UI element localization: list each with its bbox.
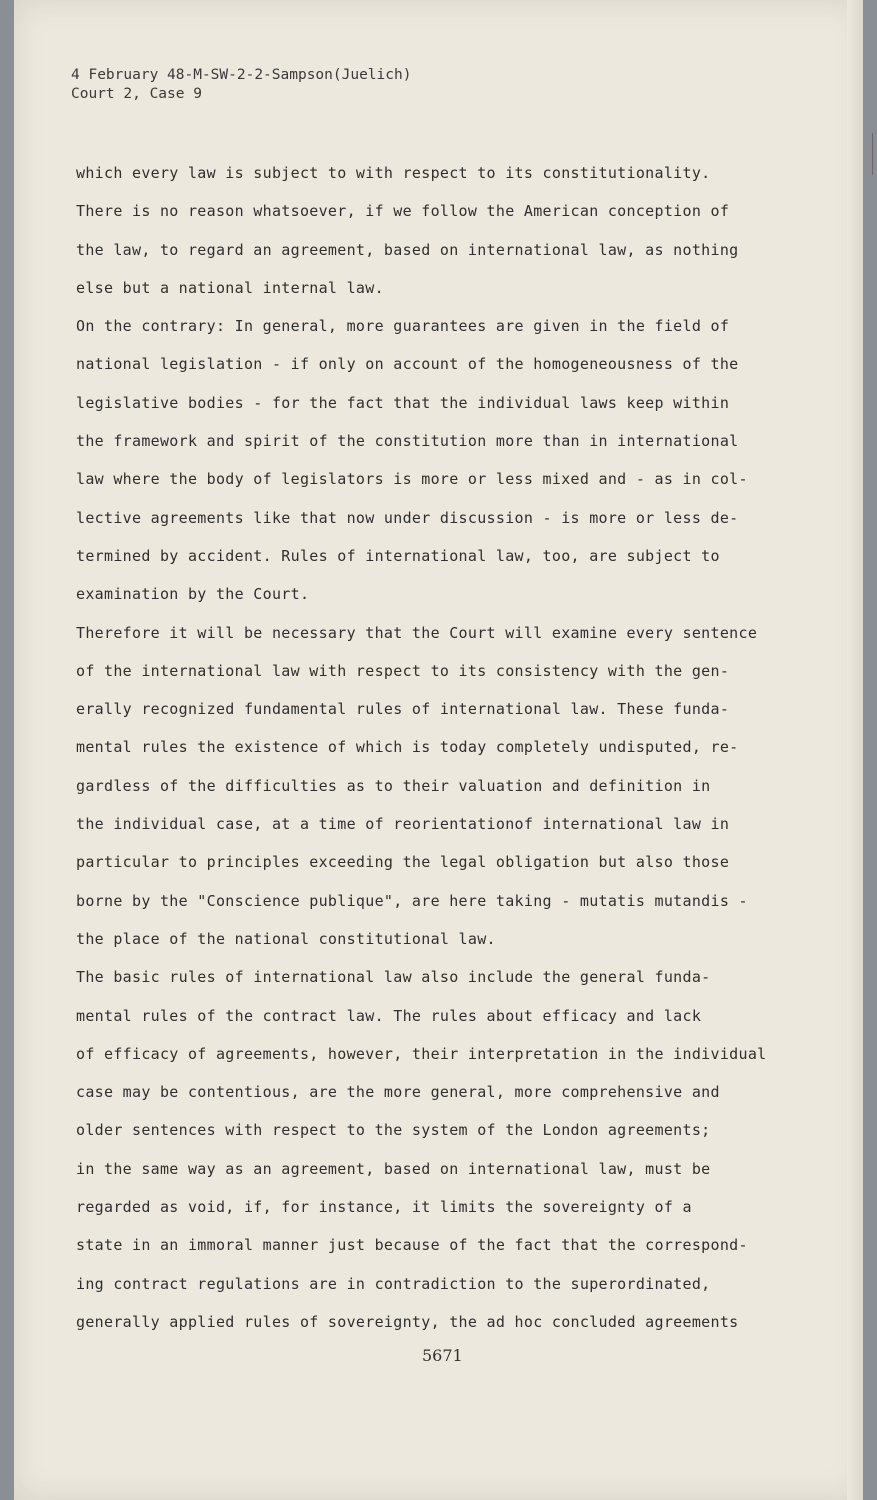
header-date-line: 4 February 48-M-SW-2-2-Sampson(Juelich) (71, 67, 412, 83)
text-line: in the same way as an agreement, based on international law, must be (76, 1159, 711, 1178)
text-line: generally applied rules of sovereignty, the ad hoc concluded agreements (76, 1312, 739, 1331)
page-number: 5671 (422, 1346, 463, 1365)
text-line: The basic rules of international law also include the general funda- (76, 968, 711, 987)
text-line: legislative bodies - for the fact that the individual laws keep within (76, 393, 730, 412)
text-line: mental rules of the contract law. The rules about efficacy and lack (76, 1006, 702, 1025)
text-line: of efficacy of agreements, however, their interpretation in the individual (76, 1044, 767, 1063)
text-line: Therefore it will be necessary that the Court will examine every sentence (76, 623, 758, 642)
text-line: regarded as void, if, for instance, it limits the sovereignty of a (76, 1198, 692, 1217)
text-line: lective agreements like that now under discussion - is more or less de- (76, 508, 739, 527)
text-line: erally recognized fundamental rules of international law. These funda- (76, 700, 730, 719)
page-edge (847, 0, 863, 1500)
text-line: On the contrary: In general, more guarantees are given in the field of (76, 317, 730, 336)
text-line: examination by the Court. (76, 585, 310, 604)
document-page (14, 0, 863, 1500)
text-line: the law, to regard an agreement, based on international law, as nothing (76, 240, 739, 259)
text-line: There is no reason whatsoever, if we follow the American conception of (76, 202, 730, 221)
text-line: older sentences with respect to the system of the London agreements; (76, 1121, 711, 1140)
text-line: termined by accident. Rules of international law, too, are subject to (76, 546, 720, 565)
text-line: else but a national internal law. (76, 278, 384, 297)
margin-mark (872, 133, 873, 175)
header-court-line: Court 2, Case 9 (71, 86, 202, 102)
text-line: the place of the national constitutional law. (76, 929, 496, 948)
text-line: case may be contentious, are the more general, more comprehensive and (76, 1083, 720, 1102)
text-line: national legislation - if only on account of the homogeneousness of the (76, 355, 739, 374)
text-line: law where the body of legislators is more or less mixed and - as in col- (76, 470, 748, 489)
text-line: borne by the "Conscience publique", are here taking - mutatis mutandis - (76, 891, 748, 910)
text-line: the individual case, at a time of reorientationof international law in (76, 815, 730, 834)
body-text (76, 154, 796, 1341)
text-line: gardless of the difficulties as to their valuation and definition in (76, 776, 711, 795)
text-line: state in an immoral manner just because of the fact that the correspond- (76, 1236, 748, 1255)
text-line: which every law is subject to with respect to its constitutionality. (76, 164, 711, 182)
text-line: mental rules the existence of which is today completely undisputed, re- (76, 738, 739, 757)
text-line: the framework and spirit of the constitution more than in international (76, 432, 739, 451)
text-line: particular to principles exceeding the legal obligation but also those (76, 853, 730, 872)
document-header (71, 66, 411, 104)
text-line: of the international law with respect to its consistency with the gen- (76, 661, 730, 680)
text-line: ing contract regulations are in contradiction to the superordinated, (76, 1274, 711, 1293)
